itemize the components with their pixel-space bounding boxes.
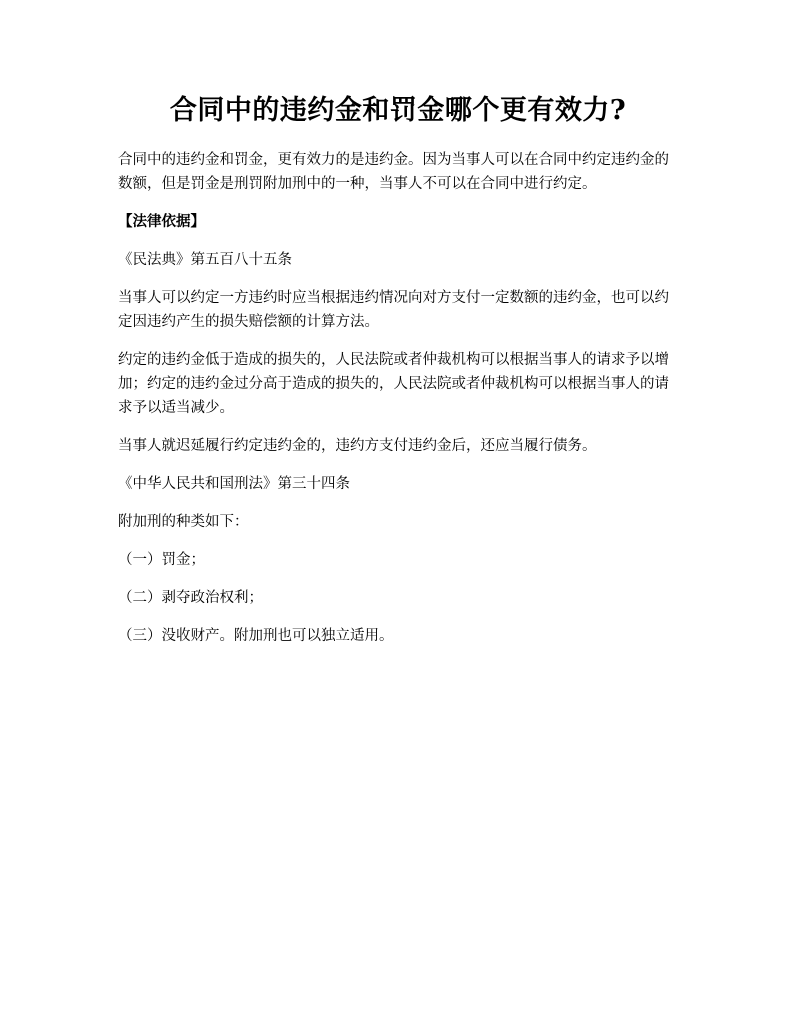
summary-paragraph: 合同中的违约金和罚金，更有效力的是违约金。因为当事人可以在合同中约定违约金的数额，但是罚金是刑罚附加刑中的一种，当事人不可以在合同中进行约定。: [118, 152, 669, 192]
criminal-law-article-reference: 《中华人民共和国刑法》第三十四条: [118, 476, 350, 492]
document-body: [118, 148, 683, 662]
civil-code-article-reference: 《民法典》第五百八十五条: [118, 252, 292, 268]
list-item-deprivation-of-political-rights: （二）剥夺政治权利；: [118, 590, 263, 606]
list-item-confiscation-of-property: （三）没收财产。附加刑也可以独立适用。: [118, 628, 394, 644]
document-title: 合同中的违约金和罚金哪个更有效力?: [169, 95, 627, 126]
legal-basis-heading: 【法律依据】: [118, 213, 205, 230]
list-item-fine: （一）罚金；: [118, 552, 205, 568]
civil-code-paragraph-3: 当事人就迟延履行约定违约金的，违约方支付违约金后，还应当履行债务。: [118, 438, 597, 454]
civil-code-paragraph-2: 约定的违约金低于造成的损失的，人民法院或者仲裁机构可以根据当事人的请求予以增加；约定的违约金过分高于造成的损失的，人民法院或者仲裁机构可以根据当事人的请求予以适当减少。: [118, 352, 669, 416]
criminal-law-intro: 附加刑的种类如下：: [118, 514, 249, 530]
civil-code-paragraph-1: 当事人可以约定一方违约时应当根据违约情况向对方支付一定数额的违约金，也可以约定因违约产生的损失赔偿额的计算方法。: [118, 290, 669, 330]
